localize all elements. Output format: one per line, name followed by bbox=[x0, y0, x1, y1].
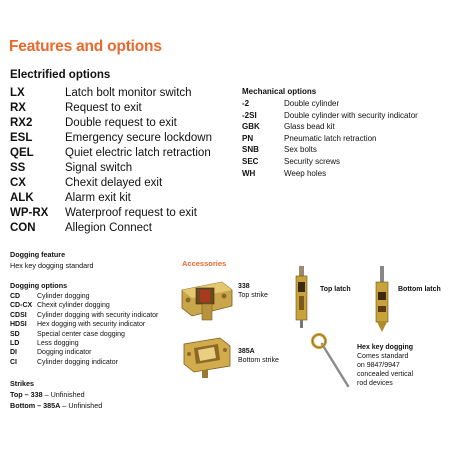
strikes-title: Strikes bbox=[10, 379, 34, 388]
electrified-options-list bbox=[10, 86, 240, 236]
accessory-bottom-latch-caption: Bottom latch bbox=[398, 286, 441, 293]
option-row bbox=[242, 98, 450, 110]
option-row bbox=[10, 292, 190, 301]
option-row bbox=[10, 86, 240, 101]
option-row bbox=[10, 320, 190, 329]
strike-bottom-label: Bottom – 385A bbox=[10, 401, 61, 410]
option-desc: Quiet electric latch retraction bbox=[65, 147, 211, 159]
accessory-338-caption bbox=[238, 282, 268, 300]
option-row bbox=[10, 146, 240, 161]
option-code: -2SI bbox=[242, 110, 257, 120]
option-desc: Cylinder dogging indicator bbox=[37, 358, 118, 366]
option-code: WP-RX bbox=[10, 207, 49, 219]
option-code: -2 bbox=[242, 99, 250, 108]
option-row bbox=[242, 156, 450, 168]
option-code: RX2 bbox=[10, 117, 33, 129]
option-row bbox=[242, 168, 450, 180]
option-code: CDSI bbox=[10, 311, 27, 319]
option-code: SEC bbox=[242, 156, 259, 166]
option-desc: Signal switch bbox=[65, 162, 133, 174]
accessory-385a-caption bbox=[238, 347, 279, 365]
option-row bbox=[242, 133, 450, 145]
option-desc: Less dogging bbox=[37, 339, 79, 347]
option-desc: Glass bead kit bbox=[284, 122, 335, 132]
accessory-hex-key-desc-line: Comes standard bbox=[357, 353, 409, 360]
option-desc: Double request to exit bbox=[65, 117, 177, 129]
option-desc: Pneumatic latch retraction bbox=[284, 133, 377, 143]
option-code: SS bbox=[10, 162, 26, 174]
option-desc: Weep holes bbox=[284, 168, 327, 178]
top-strike-338-image bbox=[178, 276, 236, 324]
option-code: CD-CX bbox=[10, 302, 33, 310]
dogging-feature-title: Dogging feature bbox=[10, 250, 66, 259]
option-desc: Alarm exit kit bbox=[65, 192, 131, 204]
accessory-hex-key-name: Hex key dogging bbox=[357, 344, 414, 351]
option-row bbox=[242, 121, 450, 133]
option-row bbox=[10, 330, 190, 339]
option-code: RX bbox=[10, 102, 26, 114]
accessory-top-latch-caption: Top latch bbox=[320, 286, 351, 293]
option-code: GBK bbox=[242, 122, 260, 132]
strike-bottom bbox=[10, 401, 102, 410]
page-heading: Features and options bbox=[9, 38, 162, 55]
bottom-strike-385a-image bbox=[180, 334, 234, 380]
option-row bbox=[10, 221, 240, 236]
option-code: LX bbox=[10, 87, 25, 99]
option-desc: Latch bolt monitor switch bbox=[65, 87, 192, 99]
accessory-hex-key-desc-line: concealed vertical bbox=[357, 371, 414, 378]
option-code: DI bbox=[10, 349, 17, 357]
option-code: CD bbox=[10, 293, 21, 300]
option-code: ALK bbox=[10, 192, 34, 204]
option-desc: Emergency secure lockdown bbox=[65, 132, 213, 144]
option-desc: Special center case dogging bbox=[37, 330, 125, 338]
option-row bbox=[10, 116, 240, 131]
option-row bbox=[10, 339, 190, 348]
accessory-385a-desc: Bottom strike bbox=[238, 357, 279, 364]
option-row bbox=[10, 131, 240, 146]
option-row bbox=[10, 191, 240, 206]
option-row bbox=[10, 161, 240, 176]
option-row bbox=[10, 358, 190, 367]
option-desc: Allegion Connect bbox=[65, 222, 152, 234]
accessory-385a-name: 385A bbox=[238, 348, 255, 355]
top-latch-image bbox=[292, 266, 312, 328]
option-code: CI bbox=[10, 358, 17, 366]
strike-top bbox=[10, 390, 85, 399]
option-desc: Waterproof request to exit bbox=[65, 207, 197, 219]
option-desc: Hex dogging with security indicator bbox=[37, 321, 146, 329]
strike-top-label: Top – 338 bbox=[10, 390, 43, 399]
option-desc: Chexit delayed exit bbox=[65, 177, 163, 189]
accessory-338-name: 338 bbox=[238, 283, 250, 290]
option-code: PN bbox=[242, 133, 254, 143]
option-desc: Cylinder dogging with security indicator bbox=[37, 311, 159, 319]
accessory-hex-key-desc-line: on 9847/9947 bbox=[357, 362, 400, 369]
option-code: LD bbox=[10, 339, 20, 347]
dogging-feature-value: Hex key dogging standard bbox=[10, 261, 94, 270]
accessories-title: Accessories bbox=[182, 259, 227, 268]
accessory-hex-key-caption bbox=[357, 343, 413, 388]
bottom-latch-image bbox=[372, 266, 392, 332]
option-code: HDSI bbox=[10, 321, 27, 329]
option-desc: Request to exit bbox=[65, 102, 142, 114]
hex-key-image bbox=[308, 330, 354, 390]
option-desc: Sex bolts bbox=[284, 145, 317, 155]
mechanical-options-list bbox=[242, 98, 450, 179]
dogging-options-title: Dogging options bbox=[10, 281, 68, 290]
option-code: ESL bbox=[10, 132, 33, 144]
option-code: SD bbox=[10, 330, 20, 338]
option-row bbox=[10, 206, 240, 221]
option-desc: Security screws bbox=[284, 156, 341, 166]
accessory-338-desc: Top strike bbox=[238, 292, 268, 299]
option-row bbox=[10, 311, 190, 320]
option-row bbox=[10, 301, 190, 310]
option-code: CON bbox=[10, 222, 36, 234]
strike-bottom-value: – Unfinished bbox=[60, 401, 103, 410]
strike-top-value: – Unfinished bbox=[42, 390, 85, 399]
option-code: QEL bbox=[10, 147, 34, 159]
option-code: WH bbox=[242, 168, 256, 178]
option-desc: Dogging indicator bbox=[37, 349, 92, 357]
option-row bbox=[242, 144, 450, 156]
option-desc: Cylinder dogging bbox=[37, 293, 90, 300]
option-code: SNB bbox=[242, 145, 259, 155]
option-row bbox=[10, 348, 190, 357]
option-desc: Double cylinder with security indicator bbox=[284, 110, 418, 120]
option-desc: Double cylinder bbox=[284, 99, 340, 108]
option-desc: Chexit cylinder dogging bbox=[37, 302, 110, 310]
accessory-hex-key-desc-line: rod devices bbox=[357, 380, 393, 387]
mechanical-options-title: Mechanical options bbox=[242, 87, 317, 96]
option-row bbox=[10, 176, 240, 191]
option-code: CX bbox=[10, 177, 26, 189]
electrified-options-title: Electrified options bbox=[10, 69, 111, 81]
option-row bbox=[10, 101, 240, 116]
option-row bbox=[242, 110, 450, 122]
dogging-options-list bbox=[10, 292, 190, 367]
